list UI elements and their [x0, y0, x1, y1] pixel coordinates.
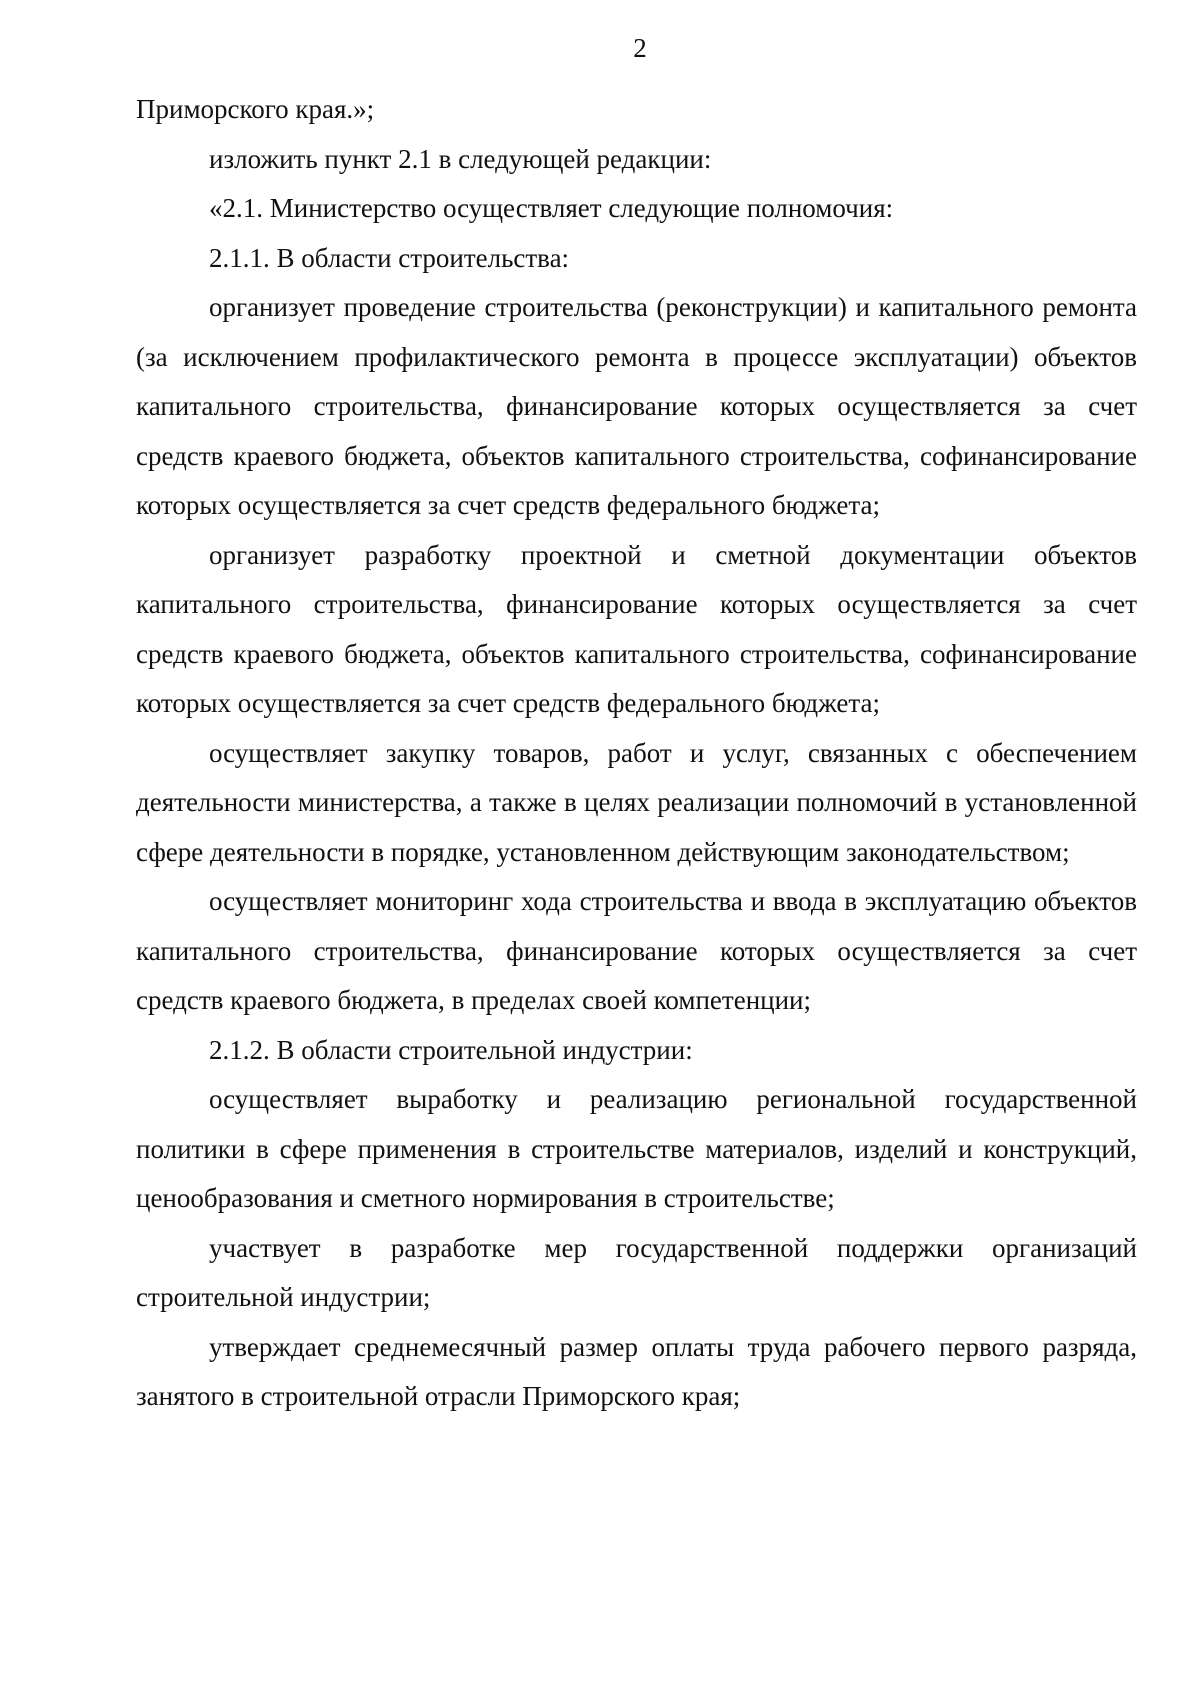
paragraph: осуществляет мониторинг хода строительства и ввода в эксплуатацию объектов капитального строительства, финансирование которых осуществляется за счет средств краевого бюджета, в пределах своей компетенции; — [136, 886, 1137, 1015]
page-number: 2 — [633, 33, 647, 63]
paragraph: «2.1. Министерство осуществляет следующие полномочия: — [209, 193, 894, 223]
paragraph: организует разработку проектной и сметной документации объектов капитального строительства, финансирование которых осуществляется за счет средств краевого бюджета, объектов капитального строительства, софинансирование которых осуществляется за счет средств федерального бюджета; — [136, 539, 1137, 718]
paragraph: участвует в разработке мер государственной поддержки организаций строительной индустрии; — [136, 1232, 1137, 1312]
paragraph: осуществляет выработку и реализацию региональной государственной политики в сфере применения в строительстве материалов, изделий и конструкций, ценообразования и сметного нормирования в строительстве; — [136, 1084, 1137, 1213]
paragraph: организует проведение строительства (реконструкции) и капитального ремонта (за исключением профилактического ремонта в процессе эксплуатации) объектов капитального строительства, финансирование которых осуществляется за счет средств краевого бюджета, объектов капитального строительства, софинансирование которых осуществляется за счет средств федерального бюджета; — [136, 292, 1137, 520]
paragraph: осуществляет закупку товаров, работ и услуг, связанных с обеспечением деятельности министерства, а также в целях реализации полномочий в установленной сфере деятельности в порядке, установленном действующим законодательством; — [136, 737, 1137, 867]
paragraph: изложить пункт 2.1 в следующей редакции: — [209, 143, 712, 174]
paragraph: Приморского края.»; — [136, 94, 375, 124]
document-body — [136, 85, 1137, 1422]
section-heading: 2.1.2. В области строительной индустрии: — [209, 1034, 693, 1065]
section-heading: 2.1.1. В области строительства: — [209, 242, 570, 273]
paragraph: утверждает среднемесячный размер оплаты труда рабочего первого разряда, занятого в строительной отрасли Приморского края; — [136, 1331, 1137, 1411]
